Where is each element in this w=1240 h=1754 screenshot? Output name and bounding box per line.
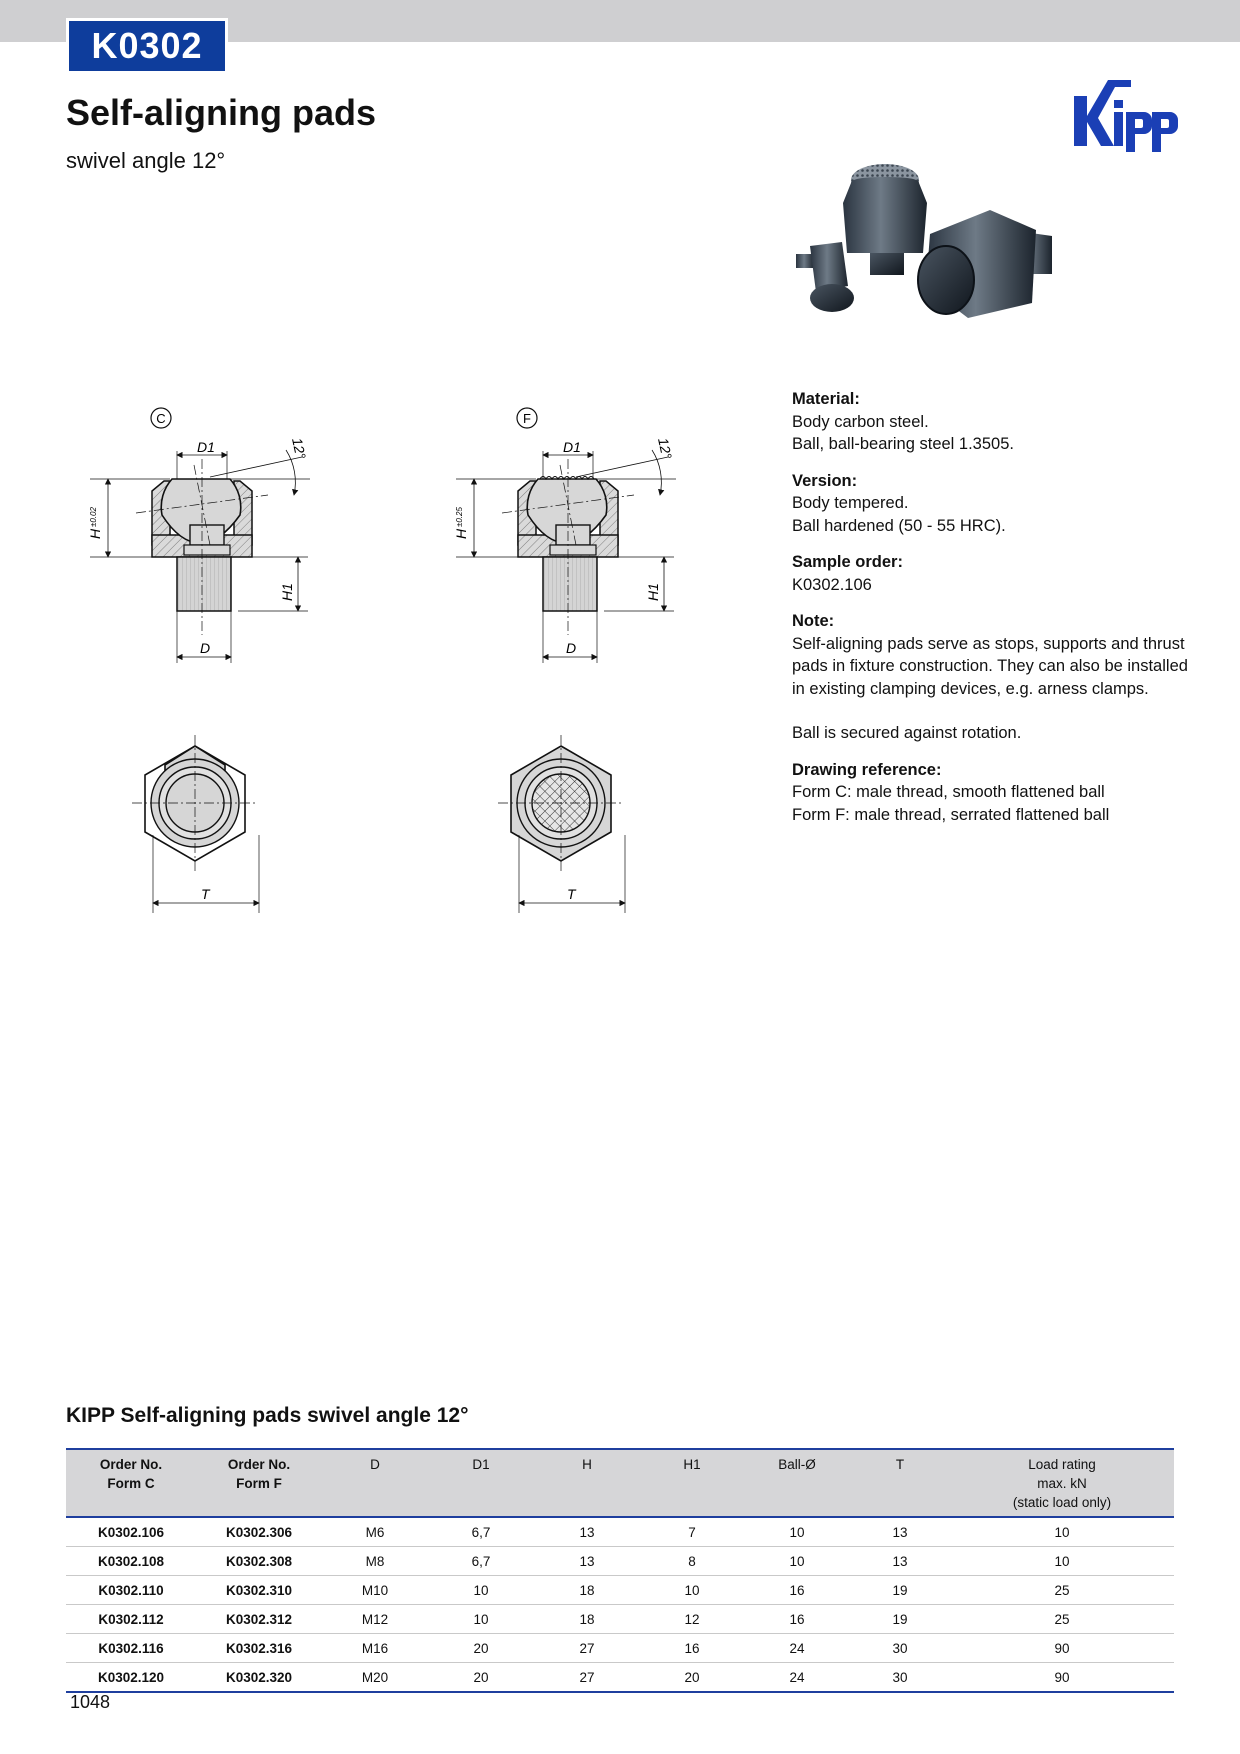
- header-h: H: [582, 1457, 592, 1472]
- cell-d: M10: [322, 1576, 428, 1605]
- cell-h: 13: [534, 1517, 640, 1547]
- cell-h1: 10: [640, 1576, 744, 1605]
- material-line: Ball, ball-bearing steel 1.3505.: [792, 435, 1014, 453]
- form-f-d1-label: D1: [563, 439, 581, 455]
- form-c-d-label: D: [200, 640, 211, 656]
- cell-load-rating: 25: [950, 1576, 1174, 1605]
- form-f-marker: F: [523, 411, 531, 426]
- cell-ball-diameter: 10: [744, 1547, 850, 1576]
- version-line: Ball hardened (50 - 55 HRC).: [792, 516, 1006, 535]
- header-d: D: [370, 1457, 380, 1472]
- drawing-reference-section: [792, 759, 1192, 827]
- spec-table: [66, 1448, 1174, 1693]
- table-row: [66, 1663, 1174, 1693]
- product-code-badge: K0302: [66, 18, 228, 74]
- cell-h: 18: [534, 1605, 640, 1634]
- cell-order-form-f: K0302.312: [196, 1605, 322, 1634]
- form-c-h-label: H: [87, 528, 103, 539]
- form-f-d-label: D: [566, 640, 577, 656]
- table-row: [66, 1634, 1174, 1663]
- page-subtitle: swivel angle 12°: [66, 148, 226, 173]
- cell-h: 27: [534, 1634, 640, 1663]
- cell-d1: 20: [428, 1634, 534, 1663]
- form-f-drawing: [453, 408, 676, 913]
- cell-t: 13: [850, 1547, 950, 1576]
- version-section: [792, 470, 1192, 538]
- cell-d1: 10: [428, 1605, 534, 1634]
- cell-h1: 7: [640, 1517, 744, 1547]
- cell-order-form-f: K0302.308: [196, 1547, 322, 1576]
- sample-order-heading: Sample order:: [792, 553, 903, 571]
- cell-load-rating: 10: [950, 1517, 1174, 1547]
- cell-h: 27: [534, 1663, 640, 1693]
- product-info: [792, 388, 1192, 840]
- table-title: KIPP Self-aligning pads swivel angle 12°: [66, 1404, 469, 1427]
- header-order-form-c: Order No. Form C: [99, 1457, 163, 1491]
- cell-d: M20: [322, 1663, 428, 1693]
- cell-d1: 20: [428, 1663, 534, 1693]
- technical-drawings: [70, 395, 710, 1025]
- cell-order-form-c: K0302.106: [66, 1517, 196, 1547]
- cell-load-rating: 10: [950, 1547, 1174, 1576]
- cell-t: 19: [850, 1576, 950, 1605]
- note-section: [792, 610, 1192, 745]
- header-ball-diameter: Ball-Ø: [778, 1457, 816, 1472]
- cell-load-rating: 90: [950, 1634, 1174, 1663]
- form-f-h-label: H: [453, 528, 469, 539]
- page-title: Self-aligning pads: [66, 92, 377, 133]
- cell-t: 13: [850, 1517, 950, 1547]
- version-line: Body tempered.: [792, 494, 909, 512]
- cell-order-form-c: K0302.112: [66, 1605, 196, 1634]
- cell-t: 30: [850, 1634, 950, 1663]
- cell-h1: 12: [640, 1605, 744, 1634]
- table-row: [66, 1576, 1174, 1605]
- table-row: [66, 1547, 1174, 1576]
- cell-h1: 20: [640, 1663, 744, 1693]
- cell-ball-diameter: 24: [744, 1663, 850, 1693]
- note-heading: Note:: [792, 612, 835, 630]
- page-number: 1048: [70, 1692, 111, 1712]
- drawing-reference-line: Form C: male thread, smooth flattened ball: [792, 783, 1105, 801]
- cell-h: 18: [534, 1576, 640, 1605]
- header-h1: H1: [683, 1457, 701, 1472]
- note-line: pads in fixture construction. They can also be installed: [792, 657, 1188, 675]
- cell-h1: 16: [640, 1634, 744, 1663]
- material-line: Body carbon steel.: [792, 412, 929, 431]
- product-photo: [780, 158, 1130, 358]
- drawing-reference-line: Form F: male thread, serrated flattened ball: [792, 805, 1110, 824]
- cell-d: M12: [322, 1605, 428, 1634]
- note-line: Self-aligning pads serve as stops, supports and thrust: [792, 634, 1185, 653]
- kipp-logo: [1068, 72, 1188, 162]
- form-c-marker: C: [156, 411, 166, 426]
- cell-order-form-c: K0302.110: [66, 1576, 196, 1605]
- form-c-d1-label: D1: [197, 439, 215, 455]
- form-f-h-tolerance: ±0.25: [455, 507, 464, 527]
- form-f-t-label: T: [567, 886, 576, 902]
- cell-t: 19: [850, 1605, 950, 1634]
- cell-order-form-f: K0302.306: [196, 1517, 322, 1547]
- cell-ball-diameter: 16: [744, 1605, 850, 1634]
- form-c-angle-label: 12°: [289, 436, 310, 461]
- cell-ball-diameter: 24: [744, 1634, 850, 1663]
- material-section: [792, 388, 1192, 456]
- table-row: [66, 1517, 1174, 1547]
- cell-order-form-c: K0302.120: [66, 1663, 196, 1693]
- material-heading: Material:: [792, 390, 860, 408]
- cell-d1: 6,7: [428, 1547, 534, 1576]
- cell-order-form-f: K0302.310: [196, 1576, 322, 1605]
- form-f-angle-label: 12°: [655, 436, 676, 461]
- form-c-h1-label: H1: [279, 583, 295, 601]
- cell-h1: 8: [640, 1547, 744, 1576]
- header-order-form-f: Order No. Form F: [227, 1457, 291, 1491]
- cell-ball-diameter: 16: [744, 1576, 850, 1605]
- cell-order-form-f: K0302.320: [196, 1663, 322, 1693]
- cell-d1: 10: [428, 1576, 534, 1605]
- sample-order-section: [792, 551, 1192, 596]
- drawing-reference-heading: Drawing reference:: [792, 760, 942, 779]
- cell-order-form-f: K0302.316: [196, 1634, 322, 1663]
- cell-d: M8: [322, 1547, 428, 1576]
- table-row: [66, 1605, 1174, 1634]
- table-header-row: [66, 1449, 1174, 1517]
- cell-ball-diameter: 10: [744, 1517, 850, 1547]
- note-extra: Ball is secured against rotation.: [792, 724, 1022, 742]
- cell-d: M16: [322, 1634, 428, 1663]
- header-load-rating: Load rating max. kN (static load only): [1012, 1457, 1112, 1510]
- cell-load-rating: 25: [950, 1605, 1174, 1634]
- form-c-h-tolerance: ±0.02: [89, 507, 98, 527]
- form-f-h1-label: H1: [645, 583, 661, 601]
- cell-h: 13: [534, 1547, 640, 1576]
- form-c-t-label: T: [201, 886, 210, 902]
- cell-load-rating: 90: [950, 1663, 1174, 1693]
- cell-order-form-c: K0302.108: [66, 1547, 196, 1576]
- form-c-drawing: [87, 408, 310, 913]
- version-heading: Version:: [792, 471, 858, 490]
- sample-order-value: K0302.106: [792, 575, 872, 594]
- header-d1: D1: [472, 1457, 490, 1472]
- cell-order-form-c: K0302.116: [66, 1634, 196, 1663]
- cell-t: 30: [850, 1663, 950, 1693]
- header-t: T: [895, 1457, 905, 1472]
- cell-d1: 6,7: [428, 1517, 534, 1547]
- note-line: in existing clamping devices, e.g. arness clamps.: [792, 679, 1149, 698]
- cell-d: M6: [322, 1517, 428, 1547]
